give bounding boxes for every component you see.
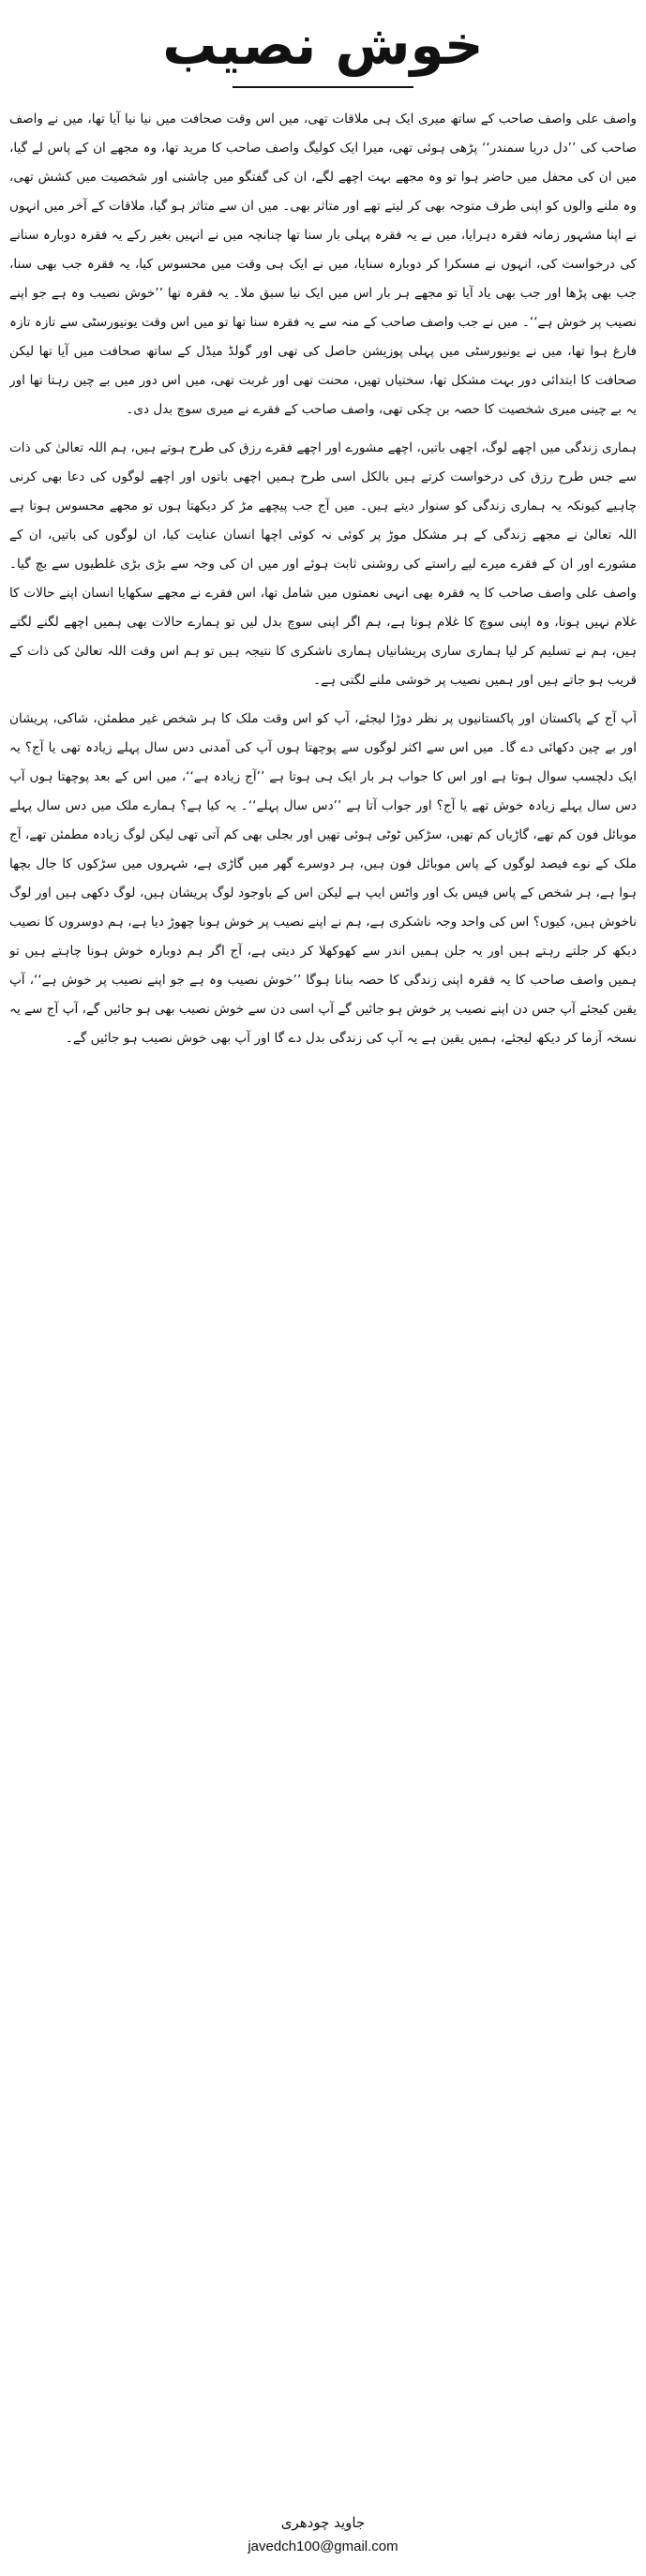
article-paragraph: ہماری زندگی میں اچھے لوگ، اچھی باتیں، اچھے مشورے اور اچھے فقرے رزق کی طرح ہوتے ہیں، ہم اللہ تعالیٰ کی ذات سے جس طرح رزق کی درخواست کرتے ہیں بالکل اسی طرح ہمیں اچھی باتوں اور اچھے لوگوں کی دعا بھی کرنی چاہیے کیونکہ یہ ہماری زندگی کو سنوار دیتے ہیں۔ میں آج جب پیچھے مڑ کر دیکھتا ہوں تو مجھے محسوس ہوتا ہے اللہ تعالیٰ نے مجھے زندگی کے ہر مشکل موڑ پر کوئی نہ کوئی اچھا انسان عنایت کیا، ان لوگوں کی باتیں، ان کے مشورے اور ان کے فقرے میرے لیے راستے کی روشنی ثابت ہوئے اور میں ان کی وجہ سے بڑی بڑی غلطیوں سے بچ گیا۔ واصف علی واصف صاحب کا یہ فقرہ بھی انہی نعمتوں میں شامل تھا، اس فقرے نے مجھے سکھایا انسان اپنے حالات کا غلام نہیں ہوتا، وہ اپنی سوچ کا غلام ہوتا ہے، ہم اگر اپنی سوچ بدل لیں تو ہمارے حالات بھی ہمیں اچھے لگنے لگتے ہیں، ہم نے تسلیم کر لیا ہماری ساری پریشانیاں ہماری ناشکری کا نتیجہ ہیں تو ہم اس وقت اللہ تعالیٰ کی ذات کے قریب ہو جاتے ہیں اور ہمیں نصیب پر خوشی ملنے لگتی ہے۔: [9, 440, 637, 688]
column-header: [0, 0, 646, 103]
title-underline: [233, 86, 413, 88]
article-paragraph: آپ آج کے پاکستان اور پاکستانیوں پر نظر دوڑا لیجئے، آپ کو اس وقت ملک کا ہر شخص غیر مطمئن، شاکی، پریشان اور بے چین دکھائی دے گا۔ میں اس سے اکثر لوگوں سے پوچھتا ہوں آپ کی آمدنی دس سال پہلے زیادہ تھی یا آج؟ یہ ایک دلچسپ سوال ہوتا ہے اور اس کا جواب ہر بار ایک ہی ہوتا ہے ’’آج زیادہ ہے‘‘، میں اس کے بعد پوچھتا ہوں آپ دس سال پہلے زیادہ خوش تھے یا آج؟ اور جواب آتا ہے ’’دس سال پہلے‘‘۔ یہ کیا ہے؟ ہمارے ملک میں دس سال پہلے موبائل فون کم تھے، گاڑیاں کم تھیں، سڑکیں ٹوٹی ہوئی تھیں اور بجلی بھی کم آتی تھی لیکن لوگ زیادہ مطمئن تھے، آج ملک کے نوے فیصد لوگوں کے پاس موبائل فون ہیں، ہر دوسرے گھر میں گاڑی ہے، شہروں میں سڑکوں کا جال بچھا ہوا ہے، ہر شخص کے پاس فیس بک اور واٹس ایپ ہے لیکن اس کے باوجود لوگ پریشان ہیں، لوگ دکھی ہیں اور لوگ ناخوش ہیں، کیوں؟ اس کی واحد وجہ ناشکری ہے، ہم نے اپنے نصیب پر خوش ہونا چھوڑ دیا ہے، ہم دوسروں کا نصیب دیکھ کر جلتے رہتے ہیں اور یہ جلن ہمیں اندر سے کھوکھلا کر دیتی ہے، آج اگر ہم دوبارہ خوش ہونا چاہتے ہیں تو ہمیں واصف صاحب کا یہ فقرہ اپنی زندگی کا حصہ بنانا ہوگا ’’خوش نصیب وہ ہے جو اپنے نصیب پر خوش ہے‘‘، آپ یقین کیجئے آپ جس دن اپنے نصیب پر خوش ہو جائیں گے آپ اسی دن سے خوش نصیب بھی ہو جائیں گے، آپ آج سے یہ نسخہ آزما کر دیکھ لیجئے، ہمیں یقین ہے یہ آپ کی زندگی بدل دے گا اور آپ بھی خوش نصیب ہو جائیں گے۔: [9, 711, 637, 1046]
author-email[interactable]: javedch100@gmail.com: [248, 2539, 398, 2554]
byline: [0, 2509, 646, 2558]
author-name: جاوید چودھری: [280, 2514, 366, 2531]
article-paragraph: واصف علی واصف صاحب کے ساتھ میری ایک ہی ملاقات تھی، میں اس وقت صحافت میں نیا نیا آیا تھا، میں نے واصف صاحب کی ’’دل دریا سمندر‘‘ پڑھی ہوئی تھی، میرا ایک کولیگ واصف صاحب کا مرید تھا، وہ مجھے ان کے پاس لے گیا، میں ان کی محفل میں حاضر ہوا تو وہ مجھے بہت اچھے لگے، ان کی گفتگو میں چاشنی اور شخصیت میں کشش تھی، وہ ملنے والوں کو اپنی طرف متوجہ بھی کر لیتے تھے اور متاثر بھی۔ میں ان سے متاثر ہو گیا، ملاقات کے آخر میں انہوں نے اپنا مشہور زمانہ فقرہ دہرایا، میں نے یہ فقرہ پہلی بار سنا تھا چنانچہ میں نے انہیں بغیر رکے یہ فقرہ دوبارہ سنانے کی درخواست کی، انہوں نے مسکرا کر دوبارہ سنایا، میں نے ایک ہی وقت میں محسوس کیا، یہ فقرہ جب بھی سنا، جب بھی پڑھا اور جب بھی یاد آیا تو مجھے ہر بار اس میں ایک نیا سبق ملا۔ یہ فقرہ تھا ’’خوش نصیب وہ ہے جو اپنے نصیب پر خوش ہے‘‘۔ میں نے جب واصف صاحب کے منہ سے یہ فقرہ سنا تھا تو میں اس وقت یونیورسٹی سے تازہ تازہ فارغ ہوا تھا، میں نے یونیورسٹی میں پہلی پوزیشن حاصل کی تھی اور گولڈ میڈل کے ساتھ صحافت میں آیا تھا لیکن صحافت کا ابتدائی دور بہت مشکل تھا، سختیاں تھیں، محنت تھی اور غربت تھی، میں اس دور میں بے چین رہتا تھا اور یہ بے چینی میری شخصیت کا حصہ بن چکی تھی، واصف صاحب کے فقرے نے میری سوچ بدل دی۔: [9, 112, 637, 417]
article-body: [9, 105, 637, 2504]
column-title: خوش نصیب: [162, 13, 484, 77]
